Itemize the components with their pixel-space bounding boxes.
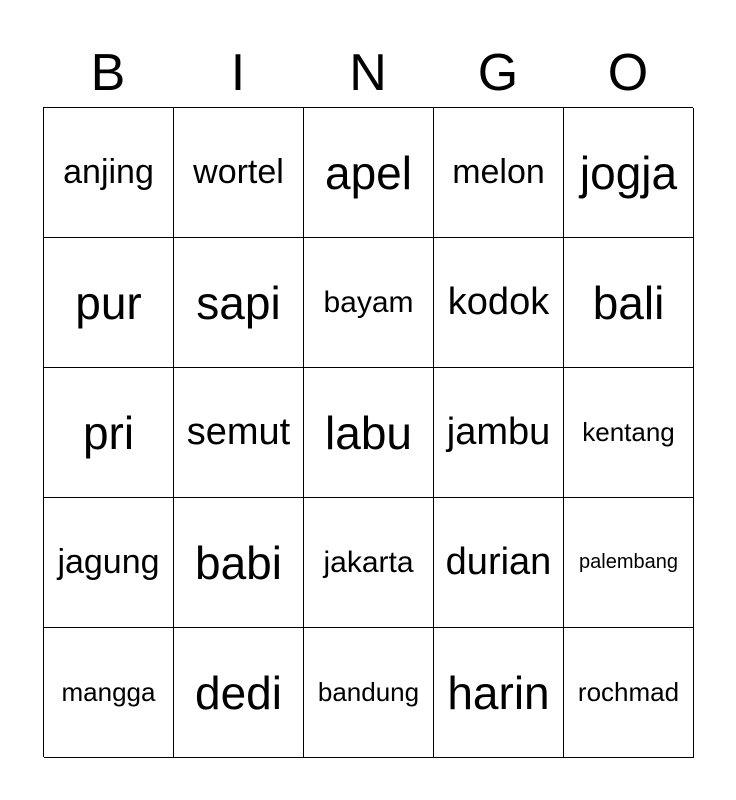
header-letter-i: I bbox=[230, 44, 246, 102]
bingo-cell: apel bbox=[304, 108, 434, 238]
bingo-cell: rochmad bbox=[564, 628, 694, 758]
bingo-cell: anjing bbox=[44, 108, 174, 238]
bingo-board bbox=[43, 107, 693, 757]
bingo-cell: babi bbox=[174, 498, 304, 628]
bingo-cell: bandung bbox=[304, 628, 434, 758]
bingo-cell: jagung bbox=[44, 498, 174, 628]
header-letter-g: G bbox=[477, 44, 519, 102]
bingo-cell: jogja bbox=[564, 108, 694, 238]
bingo-cell: semut bbox=[174, 368, 304, 498]
bingo-header bbox=[43, 40, 693, 106]
bingo-cell: pur bbox=[44, 238, 174, 368]
bingo-cell: kentang bbox=[564, 368, 694, 498]
bingo-cell: melon bbox=[434, 108, 564, 238]
bingo-cell: jambu bbox=[434, 368, 564, 498]
bingo-cell: sapi bbox=[174, 238, 304, 368]
bingo-cell: harin bbox=[434, 628, 564, 758]
bingo-cell: wortel bbox=[174, 108, 304, 238]
bingo-cell: kodok bbox=[434, 238, 564, 368]
bingo-cell: dedi bbox=[174, 628, 304, 758]
header-letter-b: B bbox=[90, 44, 126, 102]
header-letter-n: N bbox=[349, 44, 387, 102]
bingo-cell: bayam bbox=[304, 238, 434, 368]
header-letter-o: O bbox=[607, 44, 649, 102]
bingo-cell: jakarta bbox=[304, 498, 434, 628]
bingo-cell: mangga bbox=[44, 628, 174, 758]
bingo-cell: durian bbox=[434, 498, 564, 628]
bingo-cell: pri bbox=[44, 368, 174, 498]
bingo-cell: palembang bbox=[564, 498, 694, 628]
bingo-cell: labu bbox=[304, 368, 434, 498]
bingo-cell: bali bbox=[564, 238, 694, 368]
